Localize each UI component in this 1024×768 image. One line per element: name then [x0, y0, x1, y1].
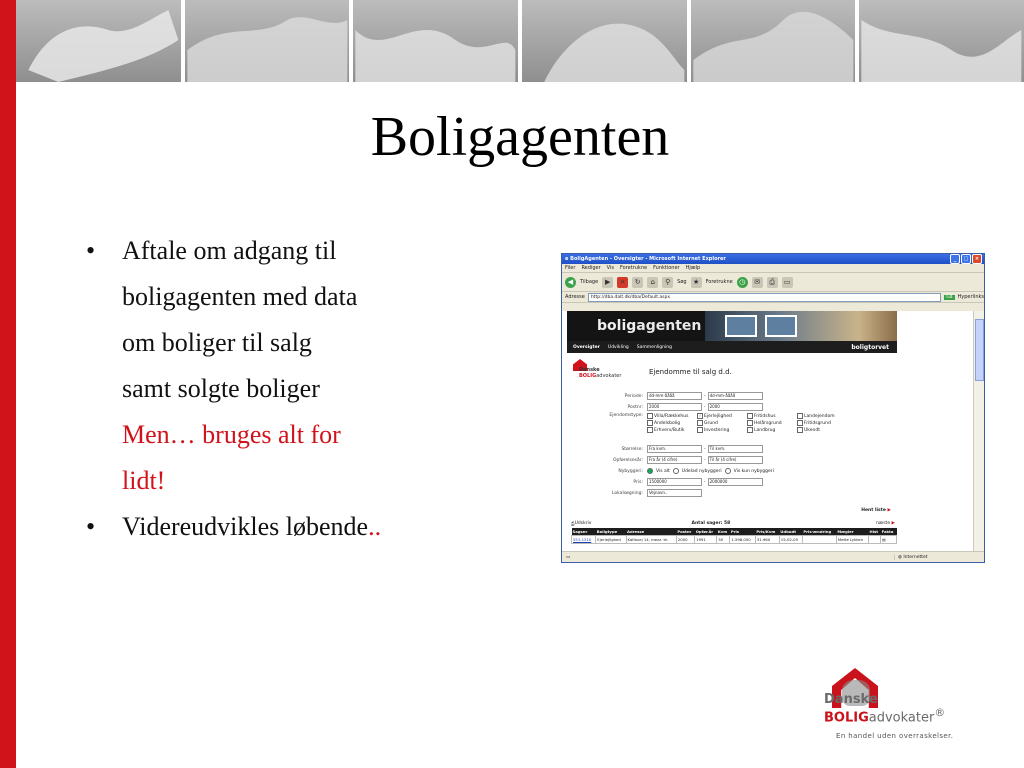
boligtorvet-brand[interactable]: boligtorvet — [851, 343, 889, 351]
bullet-line: Aftale om adgang til — [122, 236, 337, 265]
stoerrelse-label: Størrelse: — [621, 446, 643, 452]
scrollbar-thumb[interactable] — [975, 319, 984, 381]
registered-mark: ® — [934, 706, 946, 719]
menu-funktioner[interactable]: Funktioner — [653, 265, 680, 271]
page-viewport — [562, 311, 974, 551]
hent-liste-button[interactable] — [861, 508, 891, 513]
logo-advokater: advokater — [868, 710, 935, 726]
danske-boligadvokater-logo — [822, 668, 952, 748]
udskriv-link[interactable]: Udskriv — [574, 521, 592, 526]
logo-tagline: En handel uden overraskelser. — [836, 732, 954, 740]
radio-label: Udelad nybyggeri — [681, 468, 722, 474]
bullet-glyph: • — [86, 512, 96, 541]
slide-title: Boligagenten — [370, 106, 670, 168]
logo-bolig: BOLIG — [824, 710, 869, 726]
radio-udelad[interactable] — [673, 468, 679, 474]
opfoerelsesaar-row: Opførelsesår: Fra år (4 cifre) - Til år (4 cifre) — [587, 455, 887, 465]
cell: 1991 — [695, 536, 717, 544]
cell: 2000 — [676, 536, 694, 544]
periode-label: Periode: — [624, 393, 643, 399]
history-icon[interactable]: ◷ — [737, 277, 748, 288]
cell: Mette Lykken — [836, 536, 868, 544]
links-label[interactable]: Hyperlinks — [957, 294, 984, 300]
nav-sammenligning[interactable]: Sammenligning — [636, 344, 672, 350]
site-nav — [567, 341, 897, 353]
cell-sagsnr[interactable]: 551-1310 — [572, 536, 596, 544]
radio-vis-alt[interactable] — [647, 468, 653, 474]
postnr-from-input[interactable]: 2000 — [647, 403, 702, 411]
nav-udvikling[interactable]: Udvikling — [607, 344, 629, 350]
radio-kun-nybyggeri[interactable] — [725, 468, 731, 474]
checkbox-grund[interactable]: Grund — [697, 420, 747, 426]
close-icon[interactable]: × — [972, 254, 982, 264]
bullet-note-line: lidt! — [122, 466, 166, 495]
menu-hjaelp[interactable]: Hjælp — [685, 265, 701, 271]
bullet-item-1 — [86, 228, 526, 274]
browser-toolbar — [562, 273, 984, 292]
postnr-label: Postnr: — [627, 404, 643, 410]
back-button-label[interactable]: Tilbage — [580, 279, 599, 285]
status-bar — [562, 551, 985, 562]
price-from-input[interactable]: 1500000 — [647, 478, 702, 486]
checkbox-landbrug[interactable]: Landbrug — [747, 427, 797, 433]
ie-icon: e — [565, 256, 571, 262]
handshake-photo-6 — [859, 0, 1024, 82]
handshake-photo-2 — [185, 0, 350, 82]
bullet-list — [86, 228, 526, 550]
postnr-row: Postnr: 2000 - 2000 — [587, 402, 887, 412]
opfoerelsesaar-label: Opførelsesår: — [612, 457, 643, 463]
home-icon[interactable]: ⌂ — [647, 277, 658, 288]
logo-line2 — [824, 706, 945, 725]
search-icon[interactable]: ⚲ — [662, 277, 673, 288]
folder-icon[interactable]: ▭ — [782, 277, 793, 288]
year-to-input[interactable]: Til år (4 cifre) — [708, 456, 763, 464]
periode-from-input[interactable]: dd-mm-åååå — [647, 392, 702, 400]
section-heading: Ejendomme til salg d.d. — [649, 368, 732, 376]
postnr-to-input[interactable]: 2000 — [708, 403, 763, 411]
house-photo — [705, 311, 897, 341]
cell — [869, 536, 881, 544]
cell: 31.960 — [755, 536, 779, 544]
radio-label: Vis kun nybyggeri — [733, 468, 774, 474]
address-label: Adresse — [565, 294, 585, 300]
col-kvm[interactable]: Kvm — [717, 528, 730, 536]
col-prisaendring[interactable]: Pris-ændring — [802, 528, 836, 536]
logo-line1: Danske — [824, 692, 878, 707]
status-zone — [894, 555, 985, 560]
favorites-button-label[interactable]: Foretrukne — [705, 279, 733, 285]
col-sagsnr[interactable]: Sagsnr — [572, 528, 596, 536]
checkbox-andelsbolig[interactable]: Andelsbolig — [647, 420, 697, 426]
menu-foretrukne[interactable]: Foretrukne — [619, 265, 648, 271]
nav-oversigter[interactable]: Oversigter — [573, 344, 600, 350]
checkbox-landejendom[interactable]: Landejendom — [797, 413, 847, 419]
nybyggeri-label: Nybyggeri: — [618, 468, 643, 474]
bullet-suffix: .. — [368, 512, 382, 541]
site-header — [567, 311, 897, 341]
periode-to-input[interactable]: dd-mm-åååå — [708, 392, 763, 400]
pris-row: Pris: 1500000 - 2000000 — [587, 477, 887, 487]
search-button-label[interactable]: Søg — [677, 279, 687, 285]
table-row — [572, 536, 897, 544]
browser-screenshot — [561, 253, 985, 563]
menu-bar — [562, 264, 984, 273]
bullet-line: om boliger til salg — [122, 328, 312, 357]
ejendomstype-row — [587, 413, 887, 443]
window-title: BoligAgenten - Oversigter - Microsoft Internet Explorer — [570, 256, 726, 262]
radio-label: Vis alt — [656, 468, 670, 474]
handshake-photo-5 — [691, 0, 856, 82]
results-table — [571, 528, 897, 544]
handshake-photo-3 — [353, 0, 518, 82]
mail-icon[interactable]: ✉ — [752, 277, 763, 288]
cell — [802, 536, 836, 544]
price-to-input[interactable]: 2000000 — [708, 478, 763, 486]
back-arrow-icon[interactable]: ◀ — [565, 277, 576, 288]
col-pris-kvm[interactable]: Pris/Kvm — [755, 528, 779, 536]
checkbox-erhverv[interactable]: Erhverv/Butik — [647, 427, 697, 433]
cell: 1.598.000 — [730, 536, 755, 544]
bullet-item-2 — [86, 504, 526, 550]
col-boligtype[interactable]: Boligtype — [596, 528, 626, 536]
minimize-icon[interactable]: _ — [950, 254, 960, 264]
forward-arrow-icon[interactable]: ▶ — [602, 277, 613, 288]
header-photo-banner — [16, 0, 1024, 82]
cell: 50 — [717, 536, 730, 544]
table-header-row — [572, 528, 897, 536]
brand-advokater: advokater — [596, 373, 622, 379]
col-udbudt[interactable]: Udbudt — [779, 528, 802, 536]
site-logo — [597, 318, 701, 334]
address-bar — [562, 292, 984, 303]
ejendomstype-label: Ejendomstype: — [609, 413, 643, 418]
arrow-right-icon: ▶ — [887, 508, 891, 513]
col-maegler[interactable]: Mægler — [836, 528, 868, 536]
vertical-scrollbar[interactable] — [973, 311, 984, 551]
cell: Ejerlejlighed — [596, 536, 626, 544]
page-icon: ▭ — [566, 554, 571, 560]
window-shape — [725, 315, 757, 337]
size-from-input[interactable]: Fra kvm. — [647, 445, 702, 453]
refresh-icon[interactable]: ↻ — [632, 277, 643, 288]
bullet-line: samt solgte boliger — [122, 374, 320, 403]
nybyggeri-radios — [647, 468, 774, 474]
logo-part-b: agenten — [636, 318, 702, 334]
address-input[interactable]: http://dba.dalt.dk/dba/Default.aspx — [588, 293, 941, 302]
col-pris[interactable]: Pris — [730, 528, 755, 536]
globe-icon: ◍ — [898, 554, 904, 560]
bullet-line: boligagenten med data — [122, 282, 358, 311]
favorites-star-icon[interactable]: ★ — [691, 277, 702, 288]
cell: 15-02-05 — [779, 536, 802, 544]
col-postnr[interactable]: Postnr — [676, 528, 694, 536]
result-info — [571, 521, 895, 527]
menu-vis[interactable]: Vis — [606, 265, 614, 271]
size-to-input[interactable]: Til kvm. — [708, 445, 763, 453]
zone-label: Internettet — [903, 554, 928, 560]
maximize-icon[interactable]: □ — [961, 254, 971, 264]
stop-icon[interactable]: × — [617, 277, 628, 288]
col-opfoer[interactable]: Opfør.år — [695, 528, 717, 536]
checkbox-villa[interactable]: Villa/Rækkehus — [647, 413, 697, 419]
logo-part-a: bolig — [597, 318, 637, 334]
ejendomstype-checkboxes — [647, 413, 847, 433]
fakta-icon[interactable]: ▤ — [881, 536, 897, 544]
year-from-input[interactable]: Fra år (4 cifre) — [647, 456, 702, 464]
cell: Kalfovej 14, mezz. th. — [626, 536, 676, 544]
arrow-right-icon: ▶ — [891, 521, 895, 526]
checkbox-fritidshus[interactable]: Fritidshus — [747, 413, 797, 419]
naeste-link[interactable]: næste ▶ — [875, 521, 895, 526]
lokalsoegning-row — [587, 488, 887, 498]
left-red-bar — [0, 0, 16, 768]
window-shape — [765, 315, 797, 337]
go-button[interactable]: Gå — [946, 294, 953, 300]
bullet-text: Videreudvikles løbende — [122, 512, 369, 541]
pris-label: Pris: — [633, 479, 643, 485]
hent-liste-label: Hent liste — [861, 508, 886, 513]
handshake-photo-4 — [522, 0, 687, 82]
stoerrelse-row: Størrelse: Fra kvm. - Til kvm. — [587, 444, 887, 454]
handshake-photo-1 — [16, 0, 181, 82]
brand-line1: Danske — [579, 367, 600, 373]
brand-line2 — [579, 373, 621, 379]
local-search-input[interactable]: Vejnavn.. — [647, 489, 702, 497]
col-fakta[interactable]: Fakta — [881, 528, 897, 536]
col-adresse[interactable]: Adresse — [626, 528, 676, 536]
checkbox-fritidsgrund[interactable]: Fritidsgrund — [797, 420, 847, 426]
col-hist[interactable]: Hist — [869, 528, 881, 536]
menu-rediger[interactable]: Rediger — [581, 265, 601, 271]
antal-sager: Antal sager: 58 — [691, 521, 731, 526]
search-form — [587, 391, 887, 499]
lokalsoegning-label: Lokalsøgning: — [612, 490, 643, 496]
checkbox-ejerlejlighed[interactable]: ✓ Ejerlejlighed — [698, 413, 732, 419]
window-titlebar — [562, 254, 984, 264]
nybyggeri-row — [587, 466, 887, 476]
print-icon[interactable]: ⎙ — [767, 277, 778, 288]
menu-filer[interactable]: Filer — [565, 265, 576, 271]
bullet-glyph: • — [86, 236, 96, 265]
checkbox-helaarsgrund[interactable]: Helårsgrund — [747, 420, 797, 426]
checkbox-investering[interactable]: Investering — [697, 427, 747, 433]
boligagenten-site — [567, 311, 897, 551]
checkbox-ukendt[interactable]: Ukendt — [797, 427, 847, 433]
print-icon[interactable]: ⎙ — [571, 522, 575, 527]
bullet-note-line: Men… bruges alt for — [122, 420, 341, 449]
danske-boligadvokater-small-logo — [571, 359, 631, 383]
brand-bolig: BOLIG — [579, 373, 597, 379]
periode-row: Periode: dd-mm-åååå - dd-mm-åååå — [587, 391, 887, 401]
